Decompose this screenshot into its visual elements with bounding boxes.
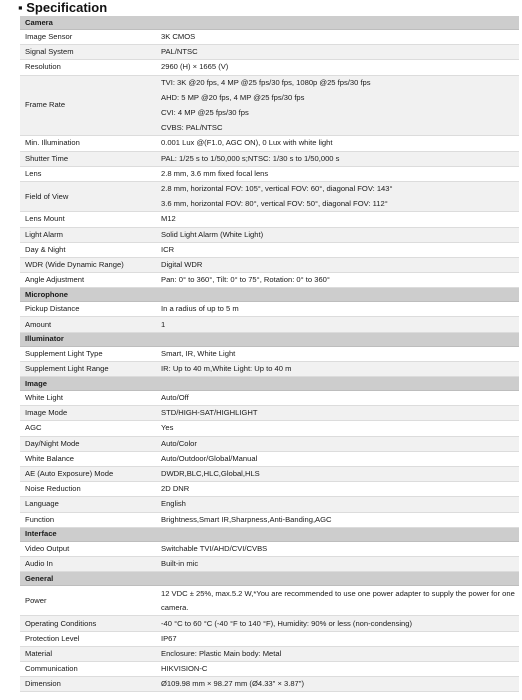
- spec-row: [20, 391, 519, 406]
- spec-row: [20, 45, 519, 60]
- spec-value: In a radius of up to 5 m: [161, 304, 239, 314]
- spec-row: [20, 362, 519, 377]
- spec-value: AHD: 5 MP @20 fps, 4 MP @25 fps/30 fps: [161, 92, 305, 102]
- spec-values: [161, 243, 519, 257]
- spec-values: [161, 632, 519, 646]
- spec-values: [161, 182, 519, 211]
- spec-row: [20, 243, 519, 258]
- spec-row: [20, 542, 519, 557]
- spec-label: Communication: [25, 664, 78, 674]
- spec-values: [161, 136, 519, 150]
- spec-value: 2.8 mm, horizontal FOV: 105°, vertical FOV: 60°, diagonal FOV: 143°: [161, 184, 393, 194]
- spec-row: [20, 152, 519, 167]
- spec-label: Image Mode: [25, 408, 68, 418]
- spec-value: Ø109.98 mm × 98.27 mm (Ø4.33" × 3.87"): [161, 679, 304, 689]
- spec-values: [161, 467, 519, 481]
- spec-label: Power: [25, 595, 47, 605]
- spec-values: [161, 513, 519, 527]
- spec-row: [20, 136, 519, 151]
- spec-label: Angle Adjustment: [25, 275, 85, 285]
- spec-value: Enclosure: Plastic Main body: Metal: [161, 648, 282, 658]
- spec-label: Field of View: [25, 191, 69, 201]
- spec-values: [161, 452, 519, 466]
- spec-row: [20, 347, 519, 362]
- spec-label: Material: [25, 648, 53, 658]
- spec-row: [20, 228, 519, 243]
- spec-value: Yes: [161, 423, 174, 433]
- spec-row: [20, 482, 519, 497]
- spec-values: [161, 347, 519, 361]
- spec-row: [20, 662, 519, 677]
- spec-row: [20, 167, 519, 182]
- spec-label: White Balance: [25, 453, 74, 463]
- spec-row: [20, 258, 519, 273]
- spec-value: Switchable TVI/AHD/CVI/CVBS: [161, 543, 268, 553]
- spec-value: 3.6 mm, horizontal FOV: 80°, vertical FOV: 50°, diagonal FOV: 112°: [161, 198, 388, 208]
- spec-value: English: [161, 499, 186, 509]
- spec-row: [20, 586, 519, 616]
- spec-value: Auto/Color: [161, 438, 197, 448]
- spec-row: [20, 632, 519, 647]
- spec-values: [161, 497, 519, 511]
- spec-label: Image Sensor: [25, 32, 73, 42]
- spec-values: [161, 212, 519, 226]
- spec-row: [20, 467, 519, 482]
- spec-label: Video Output: [25, 543, 70, 553]
- spec-values: [161, 662, 519, 676]
- spec-value: HIKVISION-C: [161, 664, 208, 674]
- spec-label: Shutter Time: [25, 153, 69, 163]
- page-heading: Specification: [26, 0, 108, 15]
- spec-value: Smart, IR, White Light: [161, 348, 236, 358]
- spec-label: AGC: [25, 423, 42, 433]
- spec-values: [161, 542, 519, 556]
- spec-values: [161, 273, 519, 287]
- spec-values: [161, 406, 519, 420]
- spec-values: [161, 616, 519, 630]
- spec-value: Digital WDR: [161, 259, 203, 269]
- section-header: Camera: [20, 16, 519, 30]
- spec-label: Light Alarm: [25, 229, 63, 239]
- spec-value: Solid Light Alarm (White Light): [161, 229, 264, 239]
- spec-label: Signal System: [25, 47, 74, 57]
- spec-values: [161, 76, 519, 136]
- spec-values: [161, 45, 519, 59]
- spec-row: [20, 182, 519, 212]
- spec-row: [20, 452, 519, 467]
- spec-label: Language: [25, 499, 59, 509]
- spec-label: Protection Level: [25, 633, 80, 643]
- spec-row: [20, 76, 519, 137]
- spec-values: [161, 60, 519, 74]
- spec-label: Operating Conditions: [25, 618, 97, 628]
- spec-label: Supplement Light Range: [25, 363, 109, 373]
- spec-value: Auto/Off: [161, 393, 189, 403]
- spec-values: [161, 647, 519, 661]
- spec-values: [161, 258, 519, 272]
- spec-value: 2.8 mm, 3.6 mm fixed focal lens: [161, 168, 269, 178]
- spec-label: WDR (Wide Dynamic Range): [25, 259, 124, 269]
- spec-value: ICR: [161, 244, 175, 254]
- spec-label: Min. Illumination: [25, 138, 80, 148]
- spec-row: [20, 317, 519, 332]
- spec-value: 1: [161, 319, 166, 329]
- spec-values: [161, 557, 519, 571]
- spec-value: Auto/Outdoor/Global/Manual: [161, 453, 258, 463]
- spec-row: [20, 273, 519, 288]
- spec-values: [161, 677, 519, 691]
- spec-row: [20, 60, 519, 75]
- spec-label: Supplement Light Type: [25, 348, 103, 358]
- section-header: Microphone: [20, 288, 519, 302]
- spec-value: M12: [161, 214, 176, 224]
- spec-values: [161, 421, 519, 435]
- spec-label: White Light: [25, 393, 63, 403]
- spec-label: Audio In: [25, 558, 53, 568]
- spec-value: IR: Up to 40 m,White Light: Up to 40 m: [161, 363, 292, 373]
- spec-row: [20, 212, 519, 227]
- spec-row: [20, 513, 519, 528]
- spec-table: [20, 16, 519, 692]
- section-header: Interface: [20, 528, 519, 542]
- spec-row: [20, 302, 519, 317]
- spec-value: CVBS: PAL/NTSC: [161, 122, 223, 132]
- section-header: Image: [20, 377, 519, 391]
- spec-value: -40 °C to 60 °C (-40 °F to 140 °F), Humidity: 90% or less (non-condensing): [161, 618, 413, 628]
- spec-row: [20, 406, 519, 421]
- spec-label: Amount: [25, 319, 52, 329]
- spec-values: [161, 317, 519, 331]
- spec-value: Brightness,Smart IR,Sharpness,Anti-Banding,AGC: [161, 514, 332, 524]
- spec-label: Function: [25, 514, 55, 524]
- spec-row: [20, 437, 519, 452]
- spec-value: DWDR,BLC,HLC,Global,HLS: [161, 469, 260, 479]
- spec-values: [161, 362, 519, 376]
- spec-value: PAL/NTSC: [161, 47, 198, 57]
- spec-value: Pan: 0° to 360°, Tilt: 0° to 75°, Rotation: 0° to 360°: [161, 275, 330, 285]
- spec-label: AE (Auto Exposure) Mode: [25, 469, 114, 479]
- section-header: General: [20, 572, 519, 586]
- spec-row: [20, 497, 519, 512]
- spec-value: 0.001 Lux @(F1.0, AGC ON), 0 Lux with white light: [161, 138, 333, 148]
- spec-values: [161, 152, 519, 166]
- spec-values: [161, 586, 519, 615]
- spec-label: Noise Reduction: [25, 484, 81, 494]
- spec-value: IP67: [161, 633, 177, 643]
- spec-label: Pickup Distance: [25, 304, 80, 314]
- spec-values: [161, 482, 519, 496]
- spec-value: CVI: 4 MP @25 fps/30 fps: [161, 107, 249, 117]
- spec-value: STD/HIGH-SAT/HIGHLIGHT: [161, 408, 258, 418]
- spec-values: [161, 302, 519, 316]
- spec-values: [161, 437, 519, 451]
- spec-values: [161, 228, 519, 242]
- spec-values: [161, 391, 519, 405]
- spec-label: Frame Rate: [25, 100, 66, 110]
- spec-row: [20, 30, 519, 45]
- spec-value: 12 VDC ± 25%, max.5.2 W,*You are recommended to use one power adapter to supply the power for one camera.: [161, 588, 515, 612]
- spec-row: [20, 557, 519, 572]
- spec-value: 2D DNR: [161, 484, 190, 494]
- spec-label: Day & Night: [25, 244, 66, 254]
- spec-values: [161, 30, 519, 44]
- spec-values: [161, 167, 519, 181]
- spec-label: Lens: [25, 168, 42, 178]
- spec-label: Lens Mount: [25, 214, 65, 224]
- spec-label: Dimension: [25, 679, 61, 689]
- spec-value: 2960 (H) × 1665 (V): [161, 62, 229, 72]
- spec-row: [20, 677, 519, 692]
- spec-value: PAL: 1/25 s to 1/50,000 s;NTSC: 1/30 s to 1/50,000 s: [161, 153, 340, 163]
- spec-row: [20, 616, 519, 631]
- spec-row: [20, 647, 519, 662]
- spec-row: [20, 421, 519, 436]
- spec-value: TVI: 3K @20 fps, 4 MP @25 fps/30 fps, 1080p @25 fps/30 fps: [161, 78, 371, 88]
- section-header: Illuminator: [20, 333, 519, 347]
- page-title: ▪ Specification: [18, 0, 108, 15]
- spec-label: Resolution: [25, 62, 61, 72]
- spec-value: Built-in mic: [161, 558, 199, 568]
- spec-label: Day/Night Mode: [25, 438, 80, 448]
- spec-value: 3K CMOS: [161, 32, 196, 42]
